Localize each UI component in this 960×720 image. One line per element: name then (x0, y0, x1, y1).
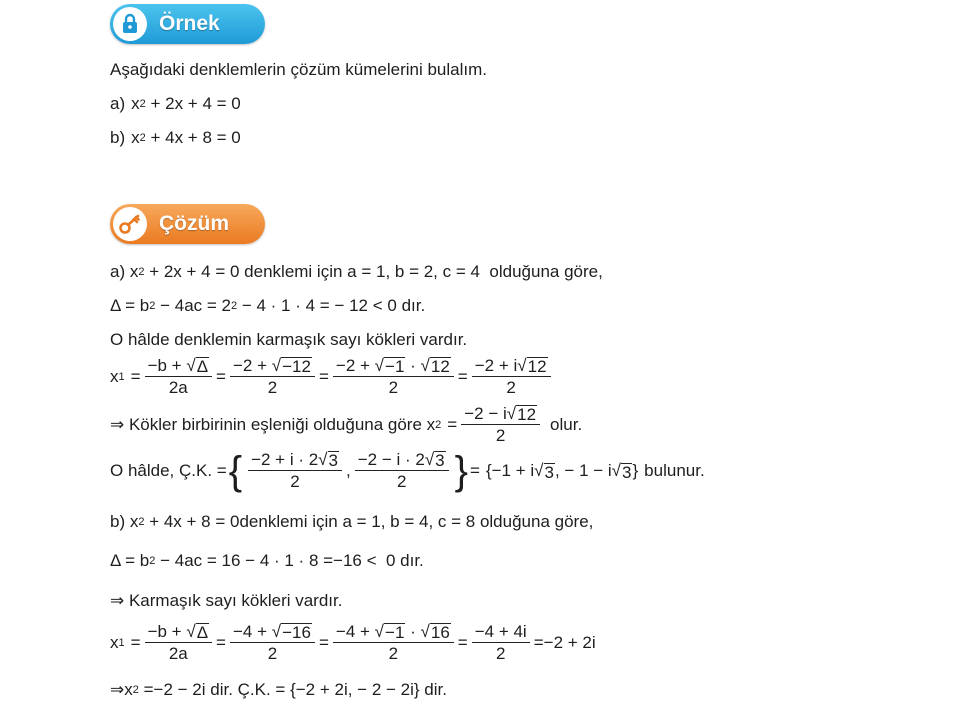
sol-a-frac5-num: −2 − i (464, 404, 507, 423)
sol-a-x1: x (110, 366, 119, 386)
sol-a-eq1: = (130, 366, 141, 386)
sol-b-delta-rest: − 4ac = 16 − 4 · 1 · 8 =−16 < 0 dır. (155, 551, 424, 570)
sol-a-delta-start: Δ = b (110, 296, 150, 315)
sol-a-l6-set-b: , − 1 − i (554, 460, 612, 480)
sol-a-frac2-num: −2 + (232, 356, 268, 375)
sol-a-frac4: −2 + i √ 12 2 (472, 356, 551, 397)
sol-a-frac3-rad1: −1 (385, 357, 405, 376)
ornek-equation-b: b) x 2 + 4x + 8 = 0 (110, 128, 241, 147)
sol-a-l6-eq: = (470, 460, 480, 480)
sol-a-frac5-rad: 12 (517, 405, 537, 424)
sol-a-frac3-dot: · (405, 356, 421, 375)
sol-b-x1: x (110, 632, 119, 652)
sol-b-frac2: −4 + √ −16 2 (230, 622, 315, 663)
sol-b-frac3-rad1: −1 (385, 623, 405, 642)
sol-a-frac4-rad: 12 (527, 357, 547, 376)
sol-a-frac1-num: −b + (147, 356, 182, 375)
eq-a-prefix: a) (110, 94, 126, 113)
sol-a-line1: a) x 2 + 2x + 4 = 0 denklemi için a = 1, b = 2, c = 4 olduğuna göre, (110, 262, 603, 281)
sol-b-frac4-den: 2 (495, 644, 506, 663)
sol-a-frac3: −2 + √ −1 · √ 12 2 (333, 356, 454, 397)
sol-a-l6-set-rad2: 3 (622, 462, 632, 482)
sol-a-set-frac2-rad: 3 (435, 451, 445, 470)
lock-icon-circle (113, 7, 147, 41)
sol-a-frac4-num: −2 + i (474, 356, 518, 375)
sol-b-delta: Δ = b 2 − 4ac = 16 − 4 · 1 · 8 =−16 < 0 dır. (110, 551, 424, 570)
sol-a-x1-line: x 1 = −b + √ Δ 2a = −2 + √ −12 2 = −2 + √ −1 · √ 12 2 = −2 + i √ 12 2 (110, 356, 555, 397)
eq-a-rest: + 2x + 4 = 0 (145, 94, 241, 113)
sol-b-frac3: −4 + √ −1 · √ 16 2 (333, 622, 454, 663)
sol-a-frac3-num: −2 + (335, 356, 370, 375)
sol-b-frac2-num: −4 + (232, 622, 268, 641)
sol-a-set-frac2: −2 − i · 2 √ 3 2 (355, 450, 449, 491)
sol-b-delta-start: Δ = b (110, 551, 150, 570)
sol-a-l5-eq: = (447, 414, 458, 434)
cozum-badge (110, 204, 265, 244)
sol-a-frac3-den: 2 (388, 378, 399, 397)
sol-a-frac1-rad: Δ (196, 357, 209, 376)
sol-a-l6-set-rad1: 3 (544, 462, 554, 482)
sol-b-eq4: = (457, 632, 468, 652)
sol-a-set-frac1-den: 2 (290, 472, 300, 491)
sol-a-l6-start: O hâlde, Ç.K. = (110, 460, 227, 480)
sol-a-l6-set-c: } (632, 460, 639, 480)
sol-a-l1-start: a) x (110, 262, 139, 281)
sol-a-frac4-den: 2 (506, 378, 516, 397)
sol-b-l1-start: b) x (110, 512, 139, 531)
sol-a-delta-mid: − 4ac = 2 (155, 296, 231, 315)
sol-a-eq3: = (318, 366, 329, 386)
sol-b-frac1-den: 2a (168, 644, 188, 663)
sol-b-eq2: = (216, 632, 226, 652)
ornek-intro: Aşağıdaki denklemlerin çözüm kümelerini bulalım. (110, 60, 487, 79)
sol-a-frac1: −b + √ Δ 2a (145, 356, 212, 397)
eq-b-rest: + 4x + 8 = 0 (145, 128, 241, 147)
eq-b-prefix: b) (110, 128, 126, 147)
sol-a-delta: Δ = b 2 − 4ac = 2 2 − 4 · 1 · 4 = − 12 < 0 dır. (110, 296, 426, 315)
sol-b-x1-line: x 1 = −b + √ Δ 2a = −4 + √ −16 2 = −4 + √ −1 · √ 16 2 = $\frac{-4 + 4i}{2}$ =−2 + 2i (110, 622, 596, 663)
sol-a-frac3-rad2: 12 (430, 357, 450, 376)
sol-a-set-frac2-den: 2 (396, 472, 407, 491)
sol-b-result: ⇒x 2 =−2 − 2i dir. Ç.K. = {−2 + 2i, − 2 − 2i} dir. (110, 680, 447, 699)
sol-a-set-frac2-num: −2 − i · 2 (357, 450, 425, 469)
sol-a-l1-rest: + 2x + 4 = 0 denklemi için a = 1, b = 2, c = 4 olduğuna göre, (144, 262, 603, 281)
lock-icon (119, 13, 141, 35)
sol-b-frac4-num: −4 + 4i (472, 622, 530, 643)
sol-b-frac3-dot: · (405, 622, 421, 641)
sol-b-line1: b) x 2 + 4x + 8 = 0denklemi için a = 1, b = 4, c = 8 olduğuna göre, (110, 512, 594, 531)
sol-b-frac1-rad: Δ (196, 623, 209, 642)
sol-a-l6-end: bulunur. (644, 460, 705, 480)
sol-a-eq4: = (457, 366, 468, 386)
sol-b-l1-rest: + 4x + 8 = 0denklemi için a = 1, b = 4, c = 8 olduğuna göre, (144, 512, 594, 531)
sol-a-set-frac1: −2 + i · 2 √ 3 2 (248, 450, 342, 491)
sol-b-frac2-rad: −16 (282, 623, 311, 642)
sol-b-l5-rest: =−2 − 2i dir. Ç.K. = {−2 + 2i, − 2 − 2i} dir. (138, 680, 447, 699)
sol-a-frac1-den: 2a (168, 378, 188, 397)
sol-a-eq2: = (216, 366, 226, 386)
sol-b-frac4 (472, 622, 530, 663)
sol-a-set-frac1-rad: 3 (328, 451, 338, 470)
sol-a-conjugate-line: ⇒ Kökler birbirinin eşleniği olduğuna göre x 2 = −2 − i √ 12 2 olur. (110, 404, 583, 445)
sol-a-l5-end: olur. (550, 414, 583, 434)
sol-b-line3: ⇒ Karmaşık sayı kökleri vardır. (110, 591, 343, 610)
sol-a-frac5: −2 − i √ 12 2 (461, 404, 540, 445)
sol-b-eq3: = (318, 632, 329, 652)
sol-a-set-comma: , (345, 460, 351, 480)
sol-b-frac2-den: 2 (267, 644, 278, 663)
key-icon-circle (113, 207, 147, 241)
sol-a-l6-set-a: {−1 + i (485, 460, 535, 480)
sol-b-eq1: = (130, 632, 141, 652)
sol-a-line3: O hâlde denklemin karmaşık sayı kökleri vardır. (110, 330, 468, 349)
ornek-badge (110, 4, 265, 44)
sol-b-l4-end: =−2 + 2i (533, 632, 596, 652)
sol-a-frac2-den: 2 (267, 378, 278, 397)
sol-a-frac2: −2 + √ −12 2 (230, 356, 315, 397)
ornek-equation-a: a) x 2 + 2x + 4 = 0 (110, 94, 241, 113)
sol-a-solution-set: O hâlde, Ç.K. = { −2 + i · 2 √ 3 2 , −2 − i · 2 √ 3 2 } = {−1 + i √ 3 , − 1 − i √ 3 } bulunur. (110, 448, 705, 493)
sol-a-frac5-den: 2 (495, 426, 506, 445)
sol-b-l5-start: ⇒x (110, 680, 133, 699)
ornek-badge-label: Örnek (159, 12, 220, 35)
key-icon (118, 212, 142, 236)
sol-a-set-frac1-num: −2 + i · 2 (251, 450, 319, 469)
sol-b-frac3-rad2: 16 (430, 623, 450, 642)
cozum-badge-label: Çözüm (159, 212, 229, 235)
sol-b-frac3-den: 2 (388, 644, 399, 663)
sol-a-l5-start: ⇒ Kökler birbirinin eşleniği olduğuna göre x (110, 414, 436, 434)
sol-a-delta-end: − 4 · 1 · 4 = − 12 < 0 dır. (237, 296, 426, 315)
sol-b-frac1-num: −b + (147, 622, 182, 641)
sol-a-frac2-rad: −12 (282, 357, 311, 376)
sol-b-frac3-num: −4 + (335, 622, 370, 641)
sol-b-frac1: −b + √ Δ 2a (145, 622, 212, 663)
